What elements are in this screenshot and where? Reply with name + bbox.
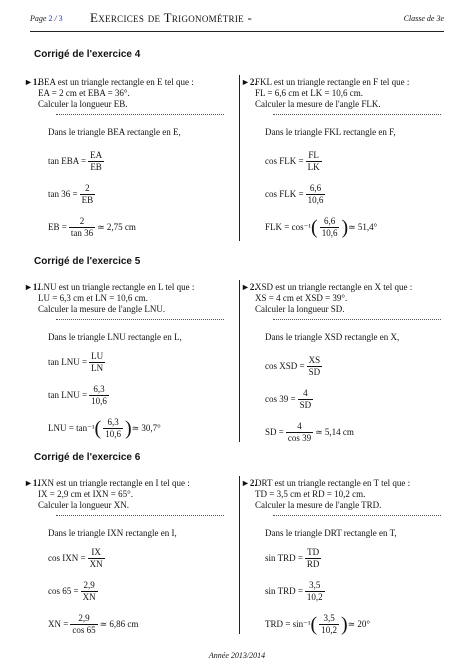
equation [48, 417, 223, 441]
equation [265, 547, 440, 571]
solution-intro: Dans le triangle FKL rectangle en F, [265, 127, 396, 137]
statement-line: Calculer la longueur XN. [38, 500, 129, 510]
numerator: 3,5 [305, 580, 325, 592]
equation [265, 613, 440, 637]
denominator: RD [306, 559, 320, 569]
denominator: 10,6 [91, 396, 107, 406]
statement-line: Calculer la longueur SD. [255, 304, 345, 314]
numerator: 2 [69, 216, 95, 228]
equation [265, 355, 440, 379]
page-title: Exercices de Trigonométrie - [90, 10, 253, 25]
numerator: EA [90, 150, 103, 160]
equation-lhs: cos FLK = [265, 189, 304, 199]
exercise-right-column [241, 282, 440, 445]
fraction [307, 355, 323, 378]
page-indicator [30, 14, 63, 23]
statement-line: IX = 2,9 cm et IXN = 65°. [38, 489, 133, 499]
equation [265, 216, 440, 240]
numerator: 2,9 [70, 613, 97, 625]
numerator: TD [305, 547, 322, 559]
statement-line: IXN est un triangle rectangle en I tel que : [38, 478, 190, 488]
dotted-separator [56, 515, 224, 516]
right-paren: ) [341, 216, 349, 239]
solution-intro: Dans le triangle BEA rectangle en E, [48, 127, 181, 137]
statement-line: Calculer la mesure de l'angle TRD. [255, 500, 382, 510]
equation-lhs: tan LNU = [48, 357, 88, 367]
equation [265, 183, 440, 207]
fraction [81, 580, 98, 603]
fraction [305, 547, 322, 570]
fraction [320, 216, 340, 239]
class-label: Classe de 3e [403, 14, 444, 23]
numerator: LU [91, 351, 104, 361]
fraction [88, 150, 104, 173]
exercise-right-column [241, 478, 440, 637]
denominator: 10,6 [321, 228, 338, 238]
equation-lhs: sin TRD = [265, 586, 303, 596]
fraction [88, 547, 105, 570]
exercise-left-column [24, 282, 223, 441]
page-total-link[interactable]: 3 [58, 14, 63, 23]
equation-lhs: SD = [265, 427, 284, 437]
fraction [89, 351, 105, 374]
denominator: tan 36 [70, 228, 94, 238]
denominator: cos 39 [287, 433, 312, 443]
question-number: ►2. [241, 478, 257, 488]
fraction [69, 216, 95, 239]
page-footer: Année 2013/2014 [208, 651, 266, 660]
equation [265, 421, 440, 445]
statement-line: LNU est un triangle rectangle en L tel que : [38, 282, 195, 292]
denominator: EB [81, 195, 94, 205]
equation [48, 150, 223, 174]
solution-intro: Dans le triangle DRT rectangle en T, [265, 528, 397, 538]
right-paren: ) [340, 613, 348, 636]
denominator: LN [91, 363, 104, 373]
statement-line: Calculer la mesure de l'angle LNU. [38, 304, 166, 314]
equation-result: ≃ 51,4° [348, 222, 378, 232]
denominator: XN [82, 592, 96, 602]
equation [48, 183, 223, 207]
fraction [319, 613, 339, 636]
fraction [70, 613, 97, 636]
dotted-separator [273, 114, 441, 115]
column-divider [239, 75, 240, 241]
statement-line: Calculer la mesure de l'angle FLK. [255, 99, 381, 109]
header-rule [30, 31, 444, 32]
equation [265, 580, 440, 604]
denominator: 10,6 [307, 195, 324, 205]
equation-lhs: TRD = sin⁻¹ [265, 619, 311, 629]
page-number-link[interactable]: 2 [48, 14, 53, 23]
fraction [306, 183, 326, 206]
fraction [103, 417, 123, 440]
equation [48, 216, 223, 240]
numerator: 2 [80, 183, 96, 195]
statement-line: XSD est un triangle rectangle en X tel que : [255, 282, 413, 292]
denominator: 10,2 [321, 625, 337, 635]
denominator: EB [90, 162, 102, 172]
equation [265, 388, 440, 412]
equation [48, 351, 223, 375]
statement-line: DRT est un triangle rectangle en T tel que : [255, 478, 411, 488]
left-paren: ( [310, 613, 318, 636]
statement-line: Calculer la longueur EB. [38, 99, 128, 109]
equation-lhs: sin TRD = [265, 553, 303, 563]
denominator: cos 65 [72, 625, 96, 635]
section-heading: Corrigé de l'exercice 5 [34, 256, 141, 267]
exercise-left-column [24, 77, 223, 240]
left-paren: ( [311, 216, 318, 239]
question-number: ►2. [241, 282, 257, 292]
numerator: 2,9 [81, 580, 98, 592]
right-paren: ) [124, 417, 132, 440]
statement-line: LU = 6,3 cm et LN = 10,6 cm. [38, 293, 148, 303]
section-heading: Corrigé de l'exercice 4 [34, 49, 141, 60]
equation-result: ≃ 5,14 cm [315, 427, 354, 437]
equation-lhs: LNU = tan⁻¹ [48, 423, 95, 433]
question-number: ►1. [24, 478, 40, 488]
section-heading: Corrigé de l'exercice 6 [34, 452, 141, 463]
dotted-separator [273, 319, 441, 320]
page-prefix: Page [30, 14, 47, 23]
numerator: 3,5 [319, 613, 339, 625]
equation [48, 547, 223, 571]
equation [48, 580, 223, 604]
numerator: 6,6 [320, 216, 340, 228]
denominator: LK [307, 162, 320, 172]
fraction [89, 384, 109, 407]
denominator: XN [89, 559, 103, 569]
equation-result: ≃ 6,86 cm [99, 619, 139, 629]
numerator: 6,6 [306, 183, 326, 195]
equation [265, 150, 440, 174]
solution-intro: Dans le triangle LNU rectangle en L, [48, 332, 182, 342]
denominator: SD [308, 367, 321, 377]
equation-lhs: cos XSD = [265, 361, 305, 371]
numerator: 4 [298, 388, 314, 400]
equation-lhs: EB = [48, 222, 67, 232]
equation-lhs: XN = [48, 619, 69, 629]
equation-result: ≃ 30,7° [131, 423, 161, 433]
equation-lhs: FLK = cos⁻¹ [265, 222, 312, 232]
statement-line: EA = 2 cm et EBA = 36°. [38, 88, 130, 98]
question-number: ►1. [24, 77, 40, 87]
solution-intro: Dans le triangle XSD rectangle en X, [265, 332, 400, 342]
question-number: ►2. [241, 77, 257, 87]
dotted-separator [273, 515, 441, 516]
dotted-separator [56, 319, 224, 320]
statement-line: FL = 6,6 cm et LK = 10,6 cm. [255, 88, 364, 98]
numerator: XS [308, 355, 321, 365]
equation-lhs: tan 36 = [48, 189, 78, 199]
equation-lhs: cos 65 = [48, 586, 79, 596]
fraction [305, 580, 325, 603]
page-separator: / [54, 14, 57, 23]
fraction [286, 421, 313, 444]
equation [48, 613, 223, 637]
equation-lhs: tan LNU = [48, 390, 88, 400]
fraction [298, 388, 314, 411]
statement-line: FKL est un triangle rectangle en F tel que : [255, 77, 410, 87]
equation-result: ≃ 2,75 cm [97, 222, 136, 232]
statement-line: BEA est un triangle rectangle en E tel que : [38, 77, 194, 87]
equation-result: ≃ 20° [347, 619, 371, 629]
numerator: FL [306, 150, 322, 162]
fraction [80, 183, 96, 206]
numerator: 6,3 [103, 417, 123, 429]
question-number: ►1. [24, 282, 40, 292]
left-paren: ( [94, 417, 102, 440]
equation [48, 384, 223, 408]
numerator: 6,3 [89, 384, 109, 396]
exercise-left-column [24, 478, 223, 637]
column-divider [239, 476, 240, 634]
statement-line: XS = 4 cm et XSD = 39°. [255, 293, 348, 303]
equation-lhs: cos IXN = [48, 553, 86, 563]
denominator: 10,2 [306, 592, 323, 602]
denominator: SD [299, 400, 312, 410]
statement-line: TD = 3,5 cm et RD = 10,2 cm. [255, 489, 366, 499]
denominator: 10,6 [105, 429, 121, 439]
equation-lhs: cos 39 = [265, 394, 296, 404]
equation-lhs: tan EBA = [48, 156, 87, 166]
fraction [306, 150, 322, 173]
exercise-right-column [241, 77, 440, 240]
numerator: IX [88, 547, 105, 559]
page-header [30, 10, 444, 32]
column-divider [239, 280, 240, 442]
dotted-separator [56, 114, 224, 115]
numerator: 4 [286, 421, 313, 433]
equation-lhs: cos FLK = [265, 156, 304, 166]
solution-intro: Dans le triangle IXN rectangle en I, [48, 528, 177, 538]
